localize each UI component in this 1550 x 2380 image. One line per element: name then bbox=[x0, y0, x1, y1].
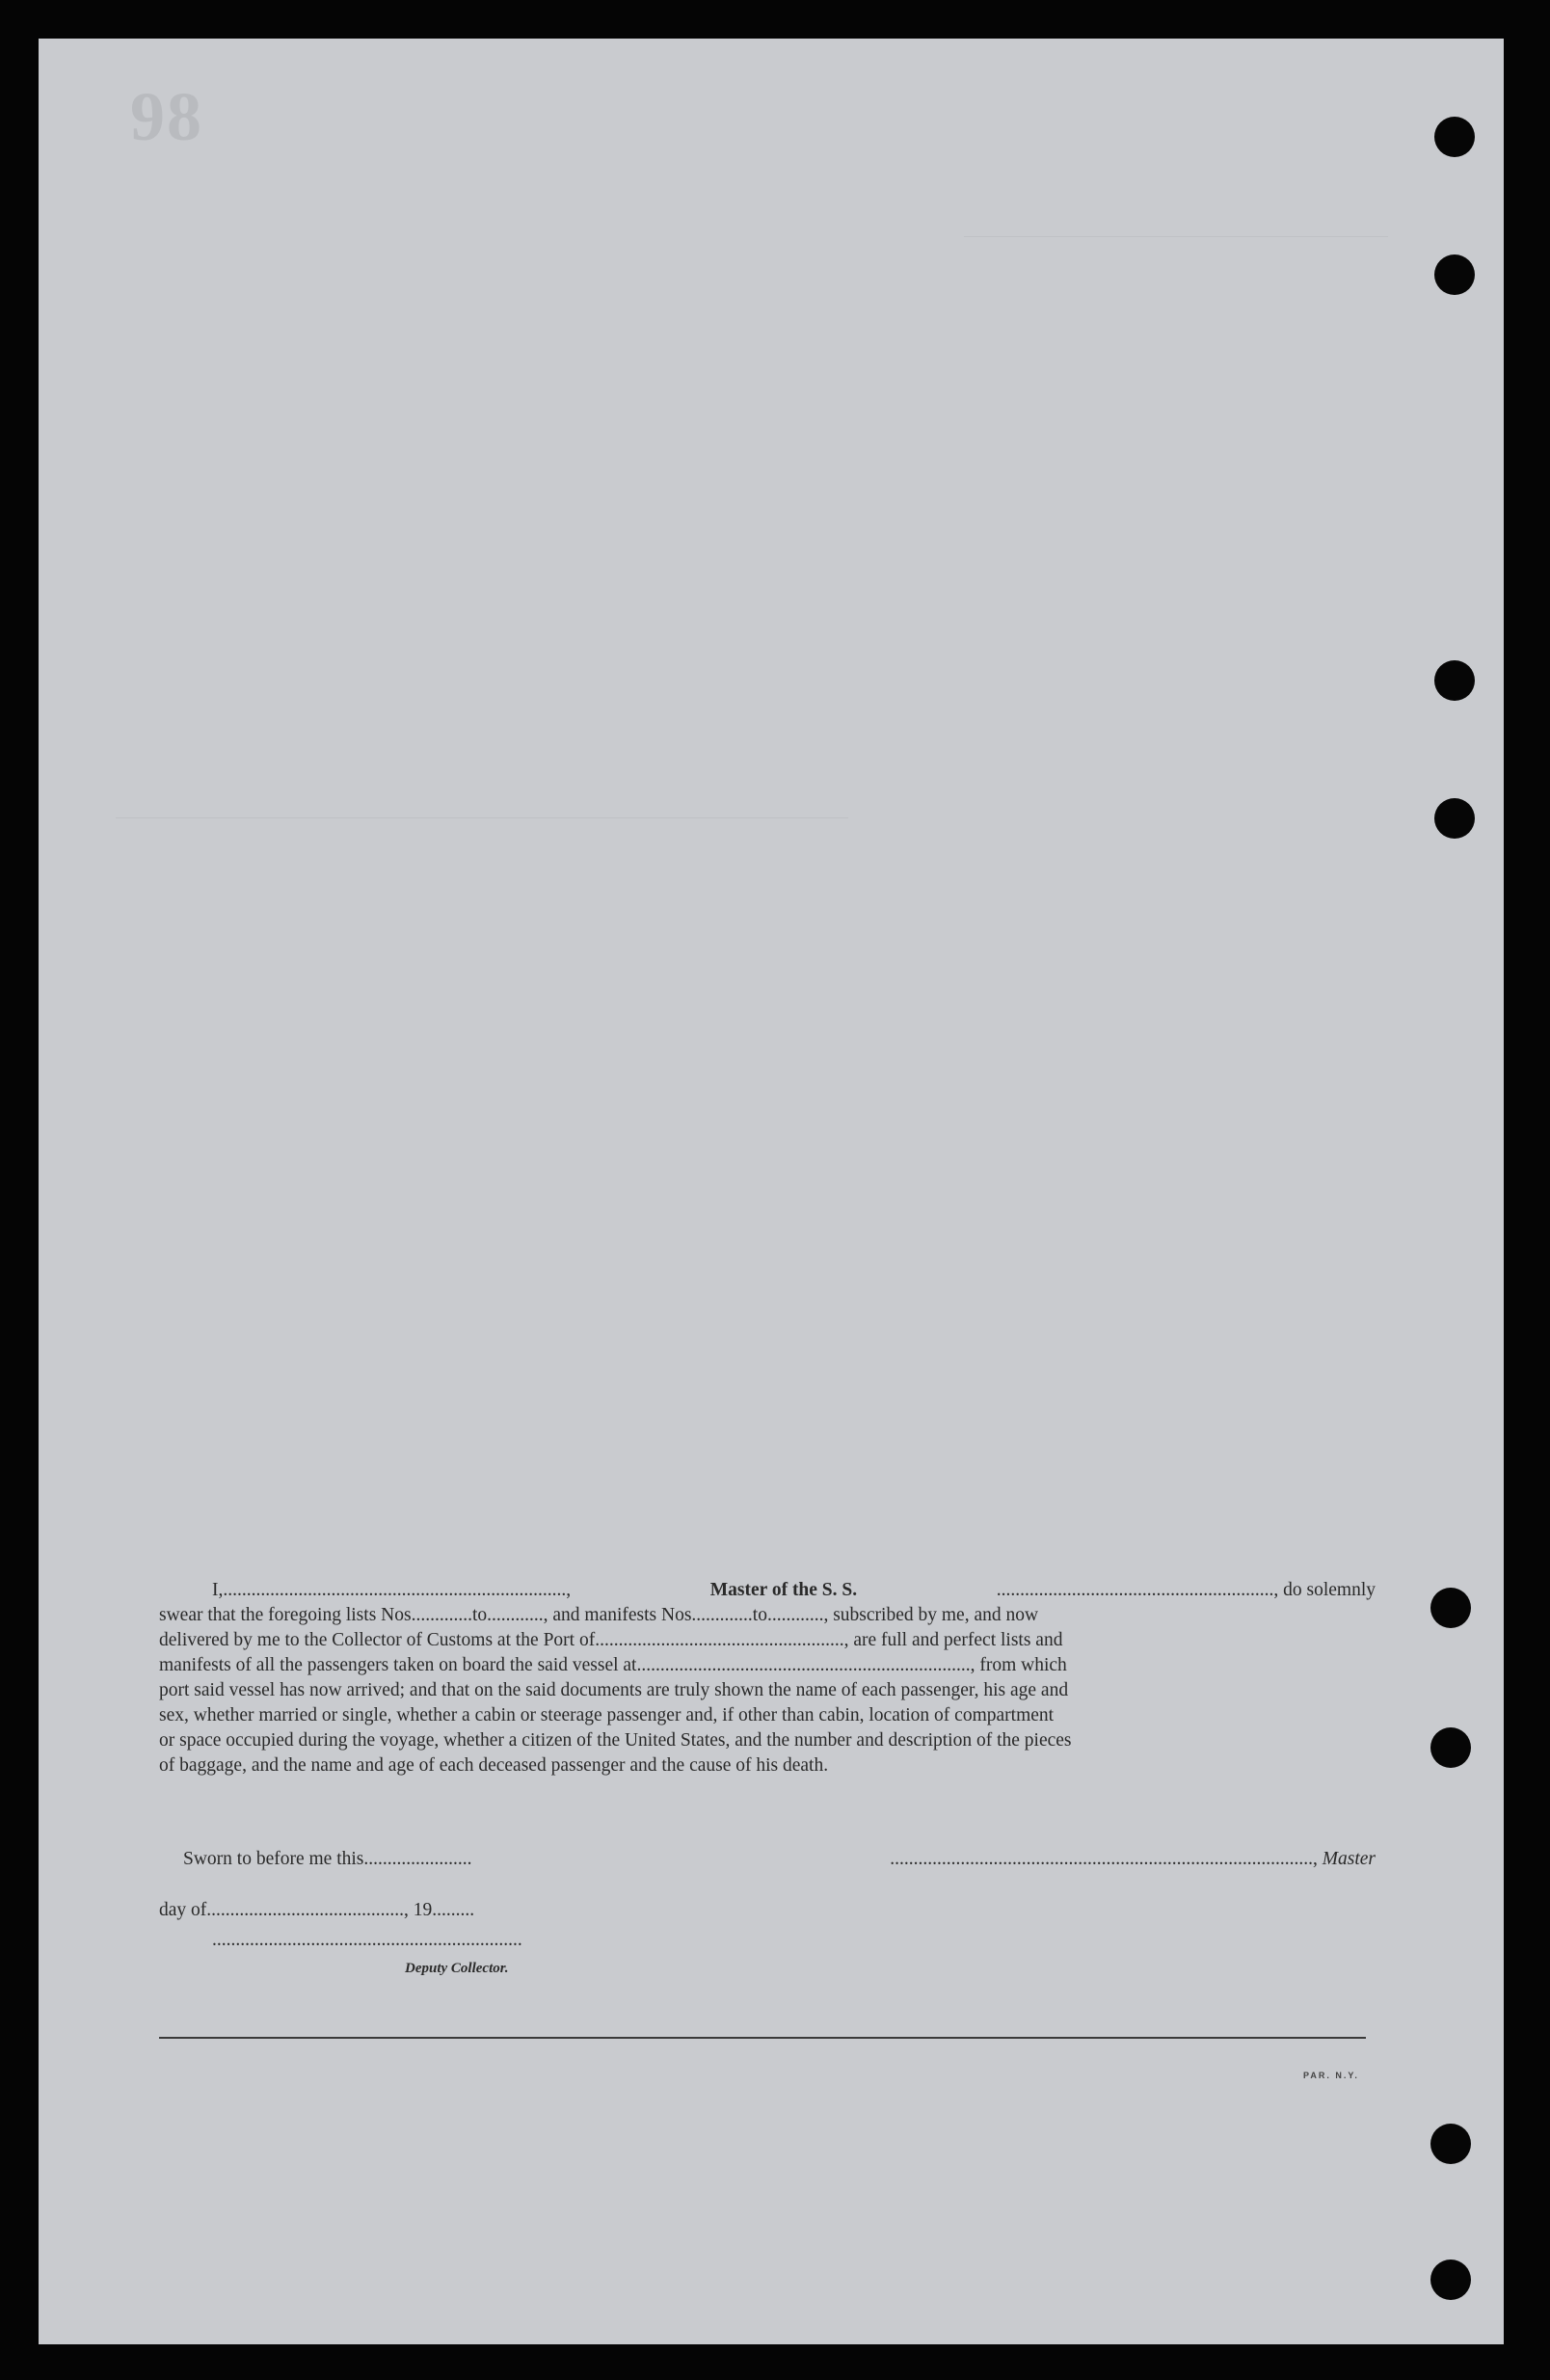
binder-hole bbox=[1434, 798, 1475, 839]
binder-hole bbox=[1430, 2124, 1471, 2164]
oath-line bbox=[159, 1578, 1376, 1603]
oath-line: of baggage, and the name and age of each deceased passenger and the cause of his death. bbox=[159, 1755, 829, 1776]
oath-line: swear that the foregoing lists Nos.............to............, and manifests Nos.............to............, subscribed by me, and now bbox=[159, 1605, 1039, 1625]
oath-master-label: Master of the S. S. bbox=[709, 1580, 858, 1600]
master-oath-paragraph bbox=[159, 1578, 1376, 1778]
master-signature-line bbox=[877, 1849, 1376, 1870]
day-of-line: day of.........................................., 19......... bbox=[159, 1900, 475, 1920]
binder-hole bbox=[1434, 117, 1475, 157]
oath-line: delivered by me to the Collector of Customs at the Port of....................................................., are full and perfect lists and bbox=[159, 1630, 1063, 1650]
bleed-through-line bbox=[964, 236, 1388, 237]
oath-line: manifests of all the passengers taken on board the said vessel at......................................................................., from which bbox=[159, 1655, 1067, 1675]
deputy-collector-signature-dots: .................................................................. bbox=[212, 1930, 522, 1950]
horizontal-rule bbox=[159, 2037, 1366, 2039]
oath-line: or space occupied during the voyage, whether a citizen of the United States, and the number and description of the pieces bbox=[159, 1730, 1072, 1751]
bleed-through-line bbox=[116, 817, 848, 818]
binder-hole bbox=[1434, 254, 1475, 295]
printer-mark: PAR. N.Y. bbox=[1303, 2071, 1359, 2080]
oath-line: port said vessel has now arrived; and that on the said documents are truly shown the name of each passenger, his age and bbox=[159, 1680, 1069, 1700]
sworn-before-line: Sworn to before me this....................... bbox=[183, 1849, 472, 1869]
bleed-through-mark: 98 bbox=[130, 78, 203, 155]
oath-line1-start: I,........................................................................., bbox=[212, 1580, 572, 1600]
binder-hole bbox=[1430, 1727, 1471, 1768]
oath-line: sex, whether married or single, whether a cabin or steerage passenger and, if other than cabin, location of compartment bbox=[159, 1705, 1055, 1725]
binder-hole bbox=[1430, 1588, 1471, 1628]
oath-line1-end: ..........................................................., do solemnly bbox=[996, 1580, 1376, 1600]
binder-hole bbox=[1434, 660, 1475, 701]
master-signature-label: Master bbox=[1322, 1849, 1376, 1869]
master-signature-dots: .........................................................................................., bbox=[890, 1849, 1318, 1869]
deputy-collector-label: Deputy Collector. bbox=[405, 1961, 509, 1976]
document-page bbox=[39, 39, 1504, 2344]
binder-hole bbox=[1430, 2260, 1471, 2300]
